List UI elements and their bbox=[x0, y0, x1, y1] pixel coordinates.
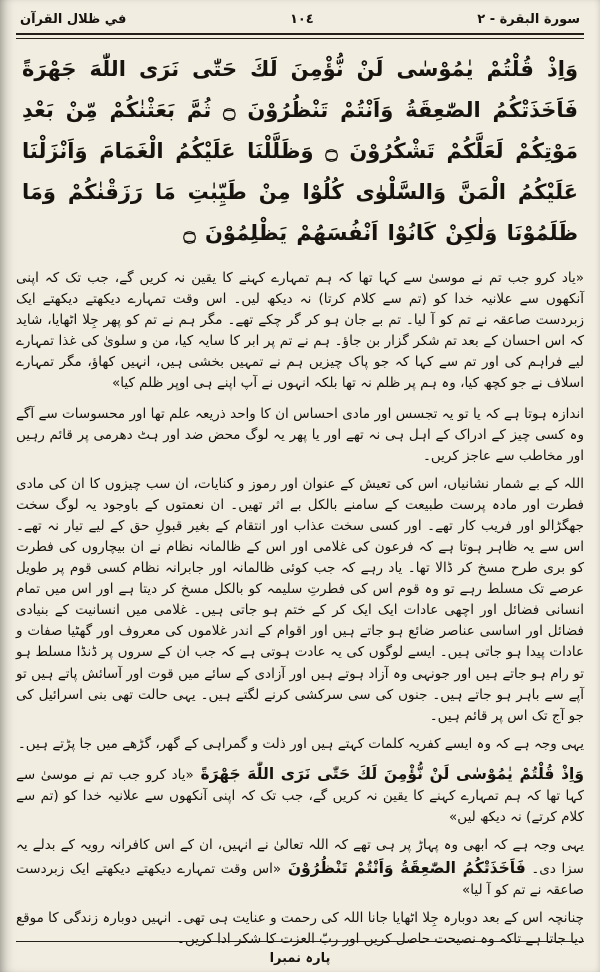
inline-quran-text: وَاِذْ قُلْتُمْ يٰمُوْسٰى لَنْ نُّؤْمِنَ لَكَ حَتّٰى نَرَى اللّٰهَ جَهْرَةً bbox=[193, 764, 584, 783]
commentary-body bbox=[16, 268, 584, 951]
paragraph bbox=[16, 404, 584, 467]
inline-quran-text: فَاَخَذَتْكُمُ الصّٰعِقَةُ وَاَنْتُمْ تَنْظُرُوْنَ bbox=[281, 859, 526, 878]
paragraph bbox=[16, 734, 584, 755]
paragraph bbox=[16, 474, 584, 727]
paragraph bbox=[16, 835, 584, 901]
urdu-text: اندازہ ہوتا ہے کہ یا تو یہ تجسس اور مادی احساس ان کا واحد ذریعہ علم تھا اور محسوسات سے آگے وہ کسی چیز کے ادراک کے اہل ہی نہ تھے اور یا پھر یہ لوگ محض ضد اور ہٹ دھرمی پر قائم رہیں اور مخاطب سے عاجز کریں۔ bbox=[16, 405, 584, 465]
paragraph bbox=[16, 762, 584, 828]
urdu-text: یہی وجہ ہے کہ ابھی وہ پہاڑ پر ہی تھے کہ اللہ تعالیٰ نے انہیں، ان کے اس کافرانہ رویہ کے بدلے یہ سزا دی۔ bbox=[16, 836, 584, 878]
page-header bbox=[16, 10, 584, 31]
header-page-number: ١٠٤ bbox=[289, 12, 314, 27]
header-surah-title: سورة البقرة - ٢ bbox=[477, 12, 580, 27]
paragraph bbox=[16, 268, 584, 394]
urdu-text: «اس وقت تمہارے دیکھتے دیکھتے ایک زبردست صاعقہ نے تم کو آ لیا» bbox=[16, 861, 584, 899]
urdu-text: «یاد کرو جب تم نے موسیٰ سے کہا تھا کہ ہم تمہارے کہنے کا یقین نہ کریں گے، جب تک کہ اپنی آنکھوں سے علانیہ خدا کو (تم سے کلام کرتا) نہ دیکھ لیں۔ اس وقت تمہارے دیکھتے دیکھتے ایک زبردست صاعقہ نے تم کو آ لیا۔ تم بے جان ہو کر گر چکے تھے۔ مگر ہم نے تم کو پھر جِلا اٹھایا، شاید کہ اس احسان کے بعد تم شکر گزار بن جاؤ۔ ہم نے تم پر ابر کا سایہ کیا، من و سلویٰ کی غذا تمہارے لیے فراہم کی اور تم سے کہا کہ جو پاک چیزیں ہم نے تمہیں بخشی ہیں، انہیں کھاؤ، مگر تمہارے اسلاف نے جو کچھ کیا، وہ ہم پر ظلم نہ تھا بلکہ انہوں نے آپ اپنے ہی اوپر ظلم کیا» bbox=[16, 269, 584, 391]
footer-para-label: پارہ نمبرا bbox=[269, 951, 331, 966]
quran-verses: وَاِذْ قُلْتُمْ يٰمُوْسٰى لَنْ نُّؤْمِنَ لَكَ حَتّٰى نَرَى اللّٰهَ جَهْرَةً فَاَخَذَتْكُمُ الصّٰعِقَةُ وَاَنْتُمْ تَنْظُرُوْنَ ۝ ثُمَّ بَعَثْنٰكُمْ مِّنْ بَعْدِ مَوْتِكُمْ لَعَلَّكُمْ تَشْكُرُوْنَ ۝ وَظَلَّلْنَا عَلَيْكُمُ الْغَمَامَ وَاَنْزَلْنَا عَلَيْكُمُ الْمَنَّ وَالسَّلْوٰى كُلُوْا مِنْ طَيِّبٰتِ مَا رَزَقْنٰكُمْ وَمَا ظَلَمُوْنَا وَلٰكِنْ كَانُوْا اَنْفُسَهُمْ يَظْلِمُوْنَ ۝ bbox=[22, 57, 579, 245]
urdu-text: یہی وجہ ہے کہ وہ ایسے کفریہ کلمات کہتے ہیں اور ذلت و گمراہی کے گھر، گڑھے میں جا پڑتے ہیں۔ bbox=[17, 735, 584, 752]
urdu-text: چنانچہ اس کے بعد دوبارہ جِلا اٹھایا جانا اللہ کی رحمت و عنایت ہی تھی۔ انہیں دوبارہ زندگی کا موقع دیا جاتا ہے تاکہ وہ نصیحت حاصل کریں اور ربّ العزت کا شکر ادا کریں۔ bbox=[16, 910, 584, 948]
page-footer-area bbox=[16, 941, 584, 966]
urdu-text: اللہ کے بے شمار نشانیاں، اس کی تعیش کے عنوان اور رموز و کنایات، ان سب چیزوں کا ان کی مادی فطرت اور مادہ پرست طبیعت کے سامنے بالکل بے اثر تھیں۔ ان نعمتوں کے باوجود یہ لوگ سخت جھگڑالو اور فریب کار تھے۔ اور کسی سخت عذاب اور انتقام کے بغیر قبولِ حق کے لیے تیار نہ تھے۔ اس سے یہ ظاہر ہوتا ہے کہ فرعون کی غلامی اور اس کے ظالمانہ نظام نے ان بیچاروں کی فطرت کو بری طرح مسخ کر ڈالا تھا۔ یاد رہے کہ جب کوئی ظالمانہ اور جابرانہ نظام کسی قوم پر طویل عرصے تک مسلط رہے تو وہ قوم اس کی فطرتِ سلیمہ کو بالکل مسخ کر دیتا ہے اور اس میں تمام انسانی فضائل اور اچھی عادات ایک ایک کر کے ختم ہو جاتی ہیں۔ غلامی میں انسانیت کے بنیادی فضائل اور اساسی عناصر ضائع ہو جاتے ہیں اور اقوام کے اندر غلاموں کی معروف اور گھٹیا صفات و عادات پیدا ہو جاتی ہیں۔ ایسے لوگوں کی یہ عادت ہوتی ہے کہ جب ان کے سروں پر ڈنڈا مسلط ہو تو رام ہو جاتے ہیں اور جونہی وہ آزاد ہوتے ہیں اور آزادی کے سائے میں قوت اور آسائش پاتے ہیں تو آپے سے باہر ہو جاتے ہیں۔ جنوں کی سی سرکشی کرنے لگتے ہیں۔ یہی حالت تھی بنی اسرائیل کی جو آج تک اس پر قائم ہیں۔ bbox=[16, 476, 584, 724]
urdu-text: «یاد کرو جب تم نے موسیٰ سے کہا تھا کہ ہم تمہارے کہنے کا یقین نہ کریں گے، جب تک کہ اپنی آنکھوں سے علانیہ خدا کو (تم سے کلام کرتے) نہ دیکھ لیں» bbox=[16, 766, 584, 825]
header-divider bbox=[16, 33, 584, 39]
header-book-title: في ظلال القرآن bbox=[20, 12, 127, 27]
footer-divider bbox=[16, 941, 584, 942]
